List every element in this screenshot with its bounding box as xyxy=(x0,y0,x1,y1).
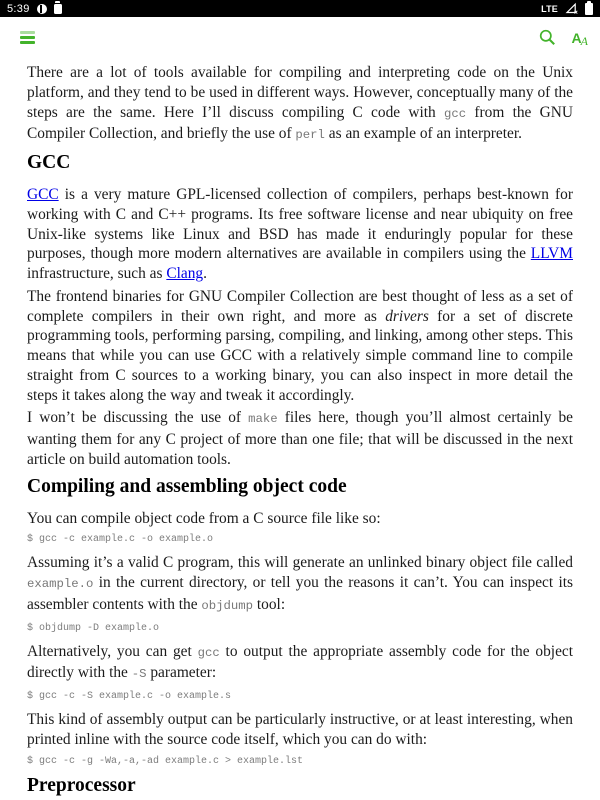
inline-code-make: make xyxy=(248,412,278,427)
emphasis-drivers: drivers xyxy=(385,307,429,325)
status-bar xyxy=(0,0,600,17)
text-run: . xyxy=(203,265,207,282)
text-run: Assuming it’s a valid C program, this will generate an unlinked binary object file called xyxy=(27,554,573,572)
text-run: There are a lot of tools available for compiling and interpreting code on the Unix platform, and they tend to be used in different ways. However, conceptually many of the steps are the same. Here I’ll discuss compiling C code with xyxy=(27,64,573,121)
data-saver-icon xyxy=(37,4,47,14)
code-block-gcc-assembly: $ gcc -c -S example.c -o example.s xyxy=(27,691,232,702)
menu-icon[interactable] xyxy=(18,27,37,48)
text-run: The frontend binaries for GNU Compiler Collection are best thought of less as a set of complete compilers in their own right, and more as xyxy=(27,287,573,325)
search-icon[interactable] xyxy=(538,28,557,47)
inline-code-example-o: example.o xyxy=(27,577,94,591)
font-icon-letter-small: A xyxy=(580,33,588,48)
status-bar-left xyxy=(7,3,62,15)
paragraph-assembly-inline: This kind of assembly output can be particularly instructive, or at least interesting, when printed inline with the source code itself, which you can do with: xyxy=(27,711,573,748)
text-run: Alternatively, you can get xyxy=(27,642,198,660)
font-settings-icon[interactable] xyxy=(571,29,588,48)
code-block-gcc-compile: $ gcc -c example.c -o example.o xyxy=(27,534,214,546)
code-block-gcc-listing: $ gcc -c -g -Wa,-a,-ad example.c > example.lst xyxy=(27,755,304,767)
link-gcc[interactable]: GCC xyxy=(27,186,59,203)
code-block-objdump: $ objdump -D example.o xyxy=(27,622,160,634)
font-icon-letter-large: A xyxy=(571,29,582,46)
paragraph-frontend-binaries xyxy=(27,287,573,406)
status-bar-right xyxy=(541,2,593,15)
inline-code-perl: perl xyxy=(295,128,325,143)
text-run: I won’t be discussing the use of xyxy=(27,409,249,427)
inline-code-s-flag: -S xyxy=(131,667,147,682)
menu-bar-top xyxy=(20,31,35,34)
inline-code-gcc: gcc xyxy=(444,106,467,121)
heading-compiling: Compiling and assembling object code xyxy=(27,475,347,497)
text-run: parameter: xyxy=(146,664,217,682)
paragraph-intro xyxy=(27,63,573,146)
inline-code-gcc2: gcc xyxy=(197,645,220,660)
signal-strength-icon xyxy=(565,2,578,15)
article-content xyxy=(0,58,600,796)
text-run: from the GNU Compiler Collection, and briefly the use of xyxy=(27,103,573,143)
link-clang[interactable]: Clang xyxy=(166,265,204,282)
menu-bar-middle xyxy=(20,36,35,39)
network-type-label: LTE xyxy=(541,3,558,14)
paragraph-assembly xyxy=(27,642,573,686)
text-run: for a set of discrete programming tools, performing parsing, compiling, and linking, among other steps. This means that while you can use GCC with a relatively simple command line to compile straight from C sources to a working binary, you can also inspect in more detail the steps it takes along the way and tweak it accordingly. xyxy=(27,307,573,404)
text-run: files here, though you’ll almost certainly be wanting them for any C project of more than one file; that will be discussed in the next article on build automation tools. xyxy=(27,409,573,468)
heading-preprocessor: Preprocessor xyxy=(27,774,136,796)
clock-time: 5:39 xyxy=(7,2,30,15)
text-run: to output the appropriate assembly code for the object directly with the xyxy=(27,642,574,682)
heading-gcc: GCC xyxy=(27,152,71,173)
toolbar-actions xyxy=(538,28,588,47)
text-run: tool: xyxy=(253,595,286,613)
paragraph-compile-intro: You can compile object code from a C source file like so: xyxy=(27,509,381,527)
paragraph-make-note xyxy=(27,408,573,469)
paragraph-objdump xyxy=(27,553,573,616)
app-toolbar xyxy=(0,17,600,58)
text-run: is a very mature GPL-licensed collection of compilers, perhaps best-known for working with C and C++ programs. Its free software license and near ubiquity on free Unix-like systems like Linux and BSD has made it enduringly popular for these purposes, though more modern alternatives are available in compilers using the xyxy=(27,186,573,263)
text-run: in the current directory, or tell you the reasons it can’t. You can inspect its assembler contents with the xyxy=(27,574,573,613)
battery-icon xyxy=(585,3,593,15)
link-llvm[interactable]: LLVM xyxy=(530,245,573,263)
menu-bar-bottom xyxy=(20,41,35,44)
paragraph-gcc-overview xyxy=(27,185,573,284)
text-run: infrastructure, such as xyxy=(27,265,167,282)
inline-code-objdump: objdump xyxy=(201,598,254,613)
notification-icon xyxy=(54,4,62,14)
text-run: as an example of an interpreter. xyxy=(324,125,522,143)
